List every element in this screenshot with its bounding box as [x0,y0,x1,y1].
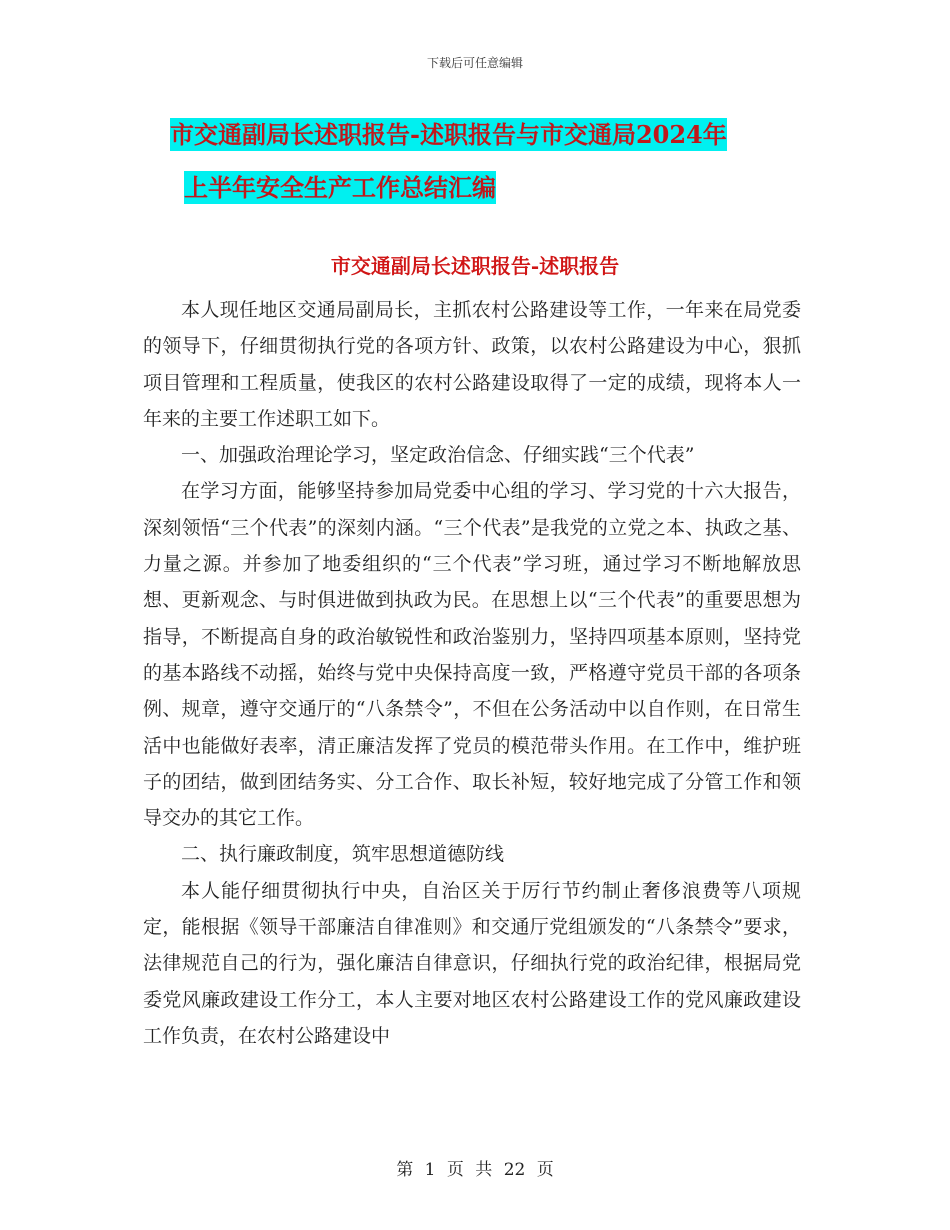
page-number: 第 1 页 共 22 页 [396,1160,554,1180]
paragraph: 本人现任地区交通局副局长，主抓农村公路建设等工作，一年来在局党委的领导下，仔细贯彻执行党的各项方针、政策，以农村公路建设为中心，狠抓项目管理和工程质量，使我区的农村公路建设取得了一定的成绩，现将本人一年来的主要工作述职工如下。 [143,299,801,430]
section-heading: 一、加强政治理论学习，坚定政治信念、仔细实践“三个代表” [181,444,695,467]
document-body [143,292,801,1054]
title-line-2: 上半年安全生产工作总结汇编 [184,173,496,202]
header-note: 下载后可任意编辑 [426,56,523,70]
section-title: 市交通副局长述职报告-述职报告 [330,254,620,278]
section-heading: 二、执行廉政制度，筑牢思想道德防线 [181,843,505,866]
paragraph: 本人能仔细贯彻执行中央，自治区关于厉行节约制止奢侈浪费等八项规定，能根据《领导干部廉洁自律准则》和交通厅党组颁发的“八条禁令”要求，法律规范自己的行为，强化廉洁自律意识，仔细执行党的政治纪律，根据局党委党风廉政建设工作分工，本人主要对地区农村公路建设工作的党风廉政建设工作负责，在农村公路建设中 [143,879,801,1047]
title-line-1: 市交通副局长述职报告-述职报告与市交通局2024年 [170,120,727,149]
document-title [170,108,810,214]
paragraph: 在学习方面，能够坚持参加局党委中心组的学习、学习党的十六大报告，深刻领悟“三个代表”的深刻内涵。“三个代表”是我党的立党之本、执政之基、力量之源。并参加了地委组织的“三个代表”学习班，通过学习不断地解放思想、更新观念、与时俱进做到执政为民。在思想上以“三个代表”的重要思想为指导，不断提高自身的政治敏锐性和政治鉴别力，坚持四项基本原则，坚持党的基本路线不动摇，始终与党中央保持高度一致，严格遵守党员干部的各项条例、规章，遵守交通厅的“八条禁令”，不但在公务活动中以自作则，在日常生活中也能做好表率，清正廉洁发挥了党员的模范带头作用。在工作中，维护班子的团结，做到团结务实、分工合作、取长补短，较好地完成了分管工作和领导交办的其它工作。 [143,480,801,830]
